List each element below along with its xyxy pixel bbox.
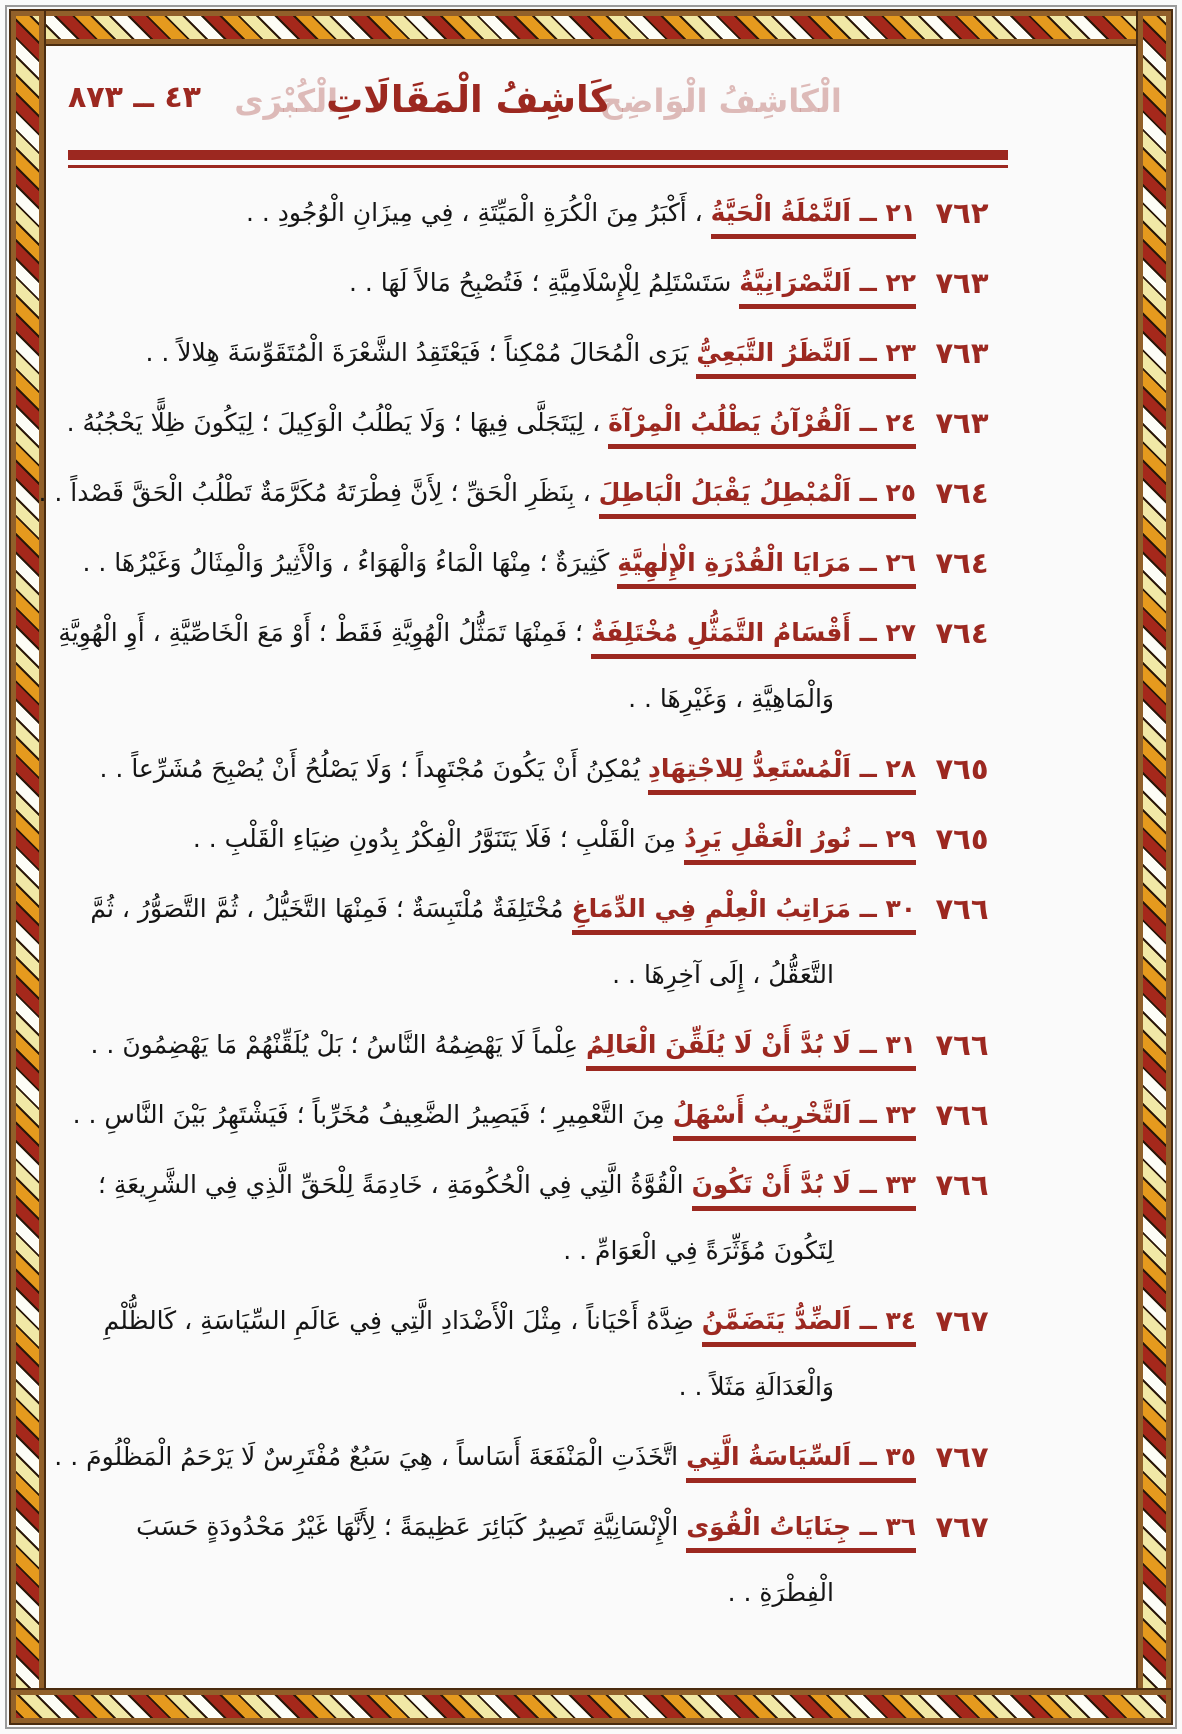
item-page-number: ٧٦٧ — [935, 1510, 989, 1544]
item-title-underlined: ٣٣ ــ لَا بُدَّ أَنْ تَكُونَ — [692, 1170, 916, 1211]
item-page-number: ٧٦٦ — [935, 1168, 989, 1202]
title-watermark-right: الْكَاشِفُ الْوَاضِح — [599, 82, 842, 120]
title-block — [68, 78, 1008, 121]
list-item — [68, 250, 1008, 316]
item-page-number: ٧٦٧ — [935, 1304, 989, 1338]
item-text — [67, 390, 916, 456]
item-text — [68, 1012, 916, 1078]
item-page-number: ٧٦٤ — [935, 546, 989, 580]
page-header — [68, 50, 1008, 150]
item-title-underlined: ٢٣ ــ اَلنَّظَرُ التَّبَعِيُّ — [696, 338, 916, 379]
list-item — [68, 320, 1008, 386]
item-page-number: ٧٦٦ — [935, 1098, 989, 1132]
item-first-line — [68, 1494, 916, 1560]
list-item — [68, 1152, 1008, 1284]
item-body-text: يَرَى الْمُحَالَ مُمْكِناً ؛ فَيَعْتَقِدُ الشَّعْرَةَ الْمُتَقَوِّسَةَ هِلالاً . . — [145, 338, 697, 367]
item-page-number: ٧٦٥ — [935, 822, 989, 856]
item-page-number: ٧٦٣ — [935, 266, 989, 300]
item-first-line — [67, 390, 916, 456]
item-text — [68, 806, 916, 872]
item-first-line — [68, 736, 916, 802]
list-item — [68, 1012, 1008, 1078]
item-title-underlined: ٣٥ ــ اَلسِّيَاسَةُ الَّتِي — [686, 1442, 916, 1483]
item-text — [68, 1494, 916, 1626]
item-text — [68, 180, 916, 246]
item-body-text: كَثِيرَةٌ ؛ مِنْهَا الْمَاءُ وَالْهَوَاءُ ، وَالْأَثِيرُ وَالْمِثَالُ وَغَيْرُهَا . . — [82, 548, 618, 577]
item-body-text: ضِدَّهُ أَحْيَاناً ، مِثْلَ الْأَضْدَادِ الَّتِي فِي عَالَمِ السِّيَاسَةِ ، كَالظُّلْمِ — [103, 1306, 702, 1335]
title-watermark-left: الْكُبْرَى — [234, 82, 339, 120]
list-item — [68, 736, 1008, 802]
item-first-line — [68, 1012, 916, 1078]
item-title-underlined: ٣٤ ــ اَلضِّدُّ يَتَضَمَّنُ — [702, 1306, 916, 1347]
item-text — [54, 1424, 916, 1490]
item-body-text: عِلْماً لَا يَهْضِمُهُ النَّاسُ ؛ بَلْ يُلَقِّنْهُمْ مَا يَهْضِمُونَ . . — [90, 1030, 586, 1059]
item-page-number: ٧٦٣ — [935, 336, 989, 370]
list-item — [38, 460, 1008, 526]
list-item — [68, 530, 1008, 596]
item-text — [38, 460, 916, 526]
item-text — [68, 530, 916, 596]
list-item — [68, 876, 1008, 1008]
item-first-line — [54, 1424, 916, 1490]
item-continuation: وَالْعَدَالَةِ مَثَلاً . . — [678, 1372, 834, 1401]
item-first-line — [68, 320, 916, 386]
item-first-line — [58, 600, 916, 666]
item-text — [68, 736, 916, 802]
item-title-underlined: ٢٥ ــ اَلْمُبْطِلُ يَقْبَلُ الْبَاطِلَ — [599, 478, 916, 519]
item-body-text: ، لِيَتَجَلَّى فِيهَا ؛ وَلَا يَطْلُبُ الْوَكِيلَ ؛ لِيَكُونَ ظِلًّا يَحْجُبُهُ . — [66, 408, 609, 437]
content-area — [38, 50, 1008, 1630]
item-first-line — [68, 806, 916, 872]
border-ornament-left — [9, 9, 46, 1725]
aphorism-list — [38, 180, 1008, 1626]
list-item — [54, 1424, 1008, 1490]
border-ornament-top — [9, 9, 1173, 46]
item-title-underlined: ٢٦ ــ مَرَايَا الْقُدْرَةِ الْإِلٰهِيَّةِ — [617, 548, 916, 589]
list-item — [58, 600, 1008, 732]
item-body-text: الْقُوَّةُ الَّتِي فِي الْحُكُومَةِ ، خَادِمَةً لِلْحَقِّ الَّذِي فِي الشَّرِيعَةِ ؛ — [97, 1170, 692, 1199]
page-number-range: ٤٣ ــ ٨٧٣ — [68, 80, 201, 115]
item-title-underlined: ٣٠ ــ مَرَاتِبُ الْعِلْمِ فِي الدِّمَاغِ — [572, 894, 916, 935]
item-page-number: ٧٦٦ — [935, 1028, 989, 1062]
item-title-underlined: ٣٦ ــ جِنَايَاتُ الْقُوَى — [686, 1512, 916, 1553]
item-title-underlined: ٢٨ ــ اَلْمُسْتَعِدُّ لِلاجْتِهَادِ — [648, 754, 916, 795]
item-continuation: التَّعَقُّلُ ، إِلَى آخِرِهَا . . — [612, 960, 834, 989]
header-rule-thin — [68, 165, 1008, 168]
list-item — [68, 180, 1008, 246]
item-page-number: ٧٦٥ — [935, 752, 989, 786]
item-text — [68, 1288, 916, 1420]
item-title-underlined: ٢٧ ــ أَقْسَامُ التَّمَثُّلِ مُخْتَلِفَةٌ — [591, 618, 916, 659]
item-page-number: ٧٦٦ — [935, 892, 989, 926]
item-body-text: ؛ فَمِنْهَا تَمَثُّلُ الْهُوِيَّةِ فَقَطْ ؛ أَوْ مَعَ الْخَاصِّيَّةِ ، أَوِ الْهُوِيَّةِ — [58, 618, 591, 647]
header-rule-thick — [68, 150, 1008, 160]
item-title-underlined: ٢١ ــ اَلنَّمْلَةُ الْحَيَّةُ — [711, 198, 916, 239]
item-body-text: الْإِنْسَانِيَّةِ تَصِيرُ كَبَائِرَ عَظِيمَةً ؛ لِأَنَّهَا غَيْرُ مَحْدُودَةٍ حَسَبَ — [136, 1512, 687, 1541]
list-item — [68, 1288, 1008, 1420]
list-item — [68, 806, 1008, 872]
item-first-line — [68, 1152, 916, 1218]
item-body-text: ، بِنَظَرِ الْحَقِّ ؛ لِأَنَّ فِطْرَتَهُ مُكَرَّمَةٌ تَطْلُبُ الْحَقَّ قَصْداً . . — [38, 478, 599, 507]
item-text — [68, 320, 916, 386]
item-title-underlined: ٣٢ ــ اَلتَّخْرِيبُ أَسْهَلُ — [673, 1100, 916, 1141]
item-continuation: لِتَكُونَ مُؤَثِّرَةً فِي الْعَوَامِّ . . — [563, 1236, 834, 1265]
item-text — [58, 600, 916, 732]
list-item — [68, 1494, 1008, 1626]
item-body-text: مُخْتَلِفَةٌ مُلْتَبِسَةٌ ؛ فَمِنْهَا التَّخَيُّلُ ، ثُمَّ التَّصَوُّرُ ، ثُمَّ — [90, 894, 572, 923]
item-first-line — [68, 1288, 916, 1354]
item-text — [68, 1152, 916, 1284]
border-ornament-bottom — [9, 1688, 1173, 1725]
item-title-underlined: ٣١ ــ لَا بُدَّ أَنْ لَا يُلَقِّنَ الْعَالِمُ — [586, 1030, 916, 1071]
item-first-line — [68, 1082, 916, 1148]
item-first-line — [68, 530, 916, 596]
item-first-line — [38, 460, 916, 526]
item-body-text: سَتَسْتَلِمُ لِلْإِسْلَامِيَّةِ ؛ فَتُصْبِحُ مَالاً لَهَا . . — [349, 268, 740, 297]
item-text — [68, 876, 916, 1008]
item-title-underlined: ٢٤ ــ اَلْقُرْآنُ يَطْلُبُ الْمِرْآةَ — [608, 408, 916, 449]
item-body-text: يُمْكِنُ أَنْ يَكُونَ مُجْتَهِداً ؛ وَلَا يَصْلُحُ أَنْ يُصْبِحَ مُشَرِّعاً . . — [99, 754, 649, 783]
item-body-text: ، أَكْبَرُ مِنَ الْكُرَةِ الْمَيِّتَةِ ، فِي مِيزَانِ الْوُجُودِ . . — [246, 198, 711, 227]
item-first-line — [68, 180, 916, 246]
item-page-number: ٧٦٢ — [935, 196, 989, 230]
list-item — [68, 1082, 1008, 1148]
item-page-number: ٧٦٤ — [935, 616, 989, 650]
item-text — [68, 1082, 916, 1148]
item-first-line — [68, 250, 916, 316]
border-ornament-right — [1136, 9, 1173, 1725]
list-item — [68, 390, 1008, 456]
item-title-underlined: ٢٩ ــ نُورُ الْعَقْلِ يَرِدُ — [684, 824, 916, 865]
item-body-text: مِنَ التَّعْمِيرِ ؛ فَيَصِيرُ الضَّعِيفُ مُخَرِّباً ؛ فَيَشْتَهِرُ بَيْنَ النَّاسِ . . — [72, 1100, 673, 1129]
item-page-number: ٧٦٤ — [935, 476, 989, 510]
item-first-line — [68, 876, 916, 942]
item-body-text: مِنَ الْقَلْبِ ؛ فَلَا يَتَنَوَّرُ الْفِكْرُ بِدُونِ ضِيَاءِ الْقَلْبِ . . — [192, 824, 684, 853]
item-page-number: ٧٦٧ — [935, 1440, 989, 1474]
item-continuation: الْفِطْرَةِ . . — [727, 1578, 834, 1607]
item-page-number: ٧٦٣ — [935, 406, 989, 440]
book-title: كَاشِفُ الْمَقَالَاتِ — [326, 78, 612, 121]
item-text — [68, 250, 916, 316]
item-title-underlined: ٢٢ ــ اَلنَّصْرَانِيَّةُ — [739, 268, 916, 309]
item-body-text: اتَّخَذَتِ الْمَنْفَعَةَ أَسَاساً ، هِيَ سَبُعٌ مُفْتَرِسٌ لَا يَرْحَمُ الْمَظْلُومَ . . — [54, 1442, 687, 1471]
item-continuation: وَالْمَاهِيَّةِ ، وَغَيْرِهَا . . — [628, 684, 834, 713]
